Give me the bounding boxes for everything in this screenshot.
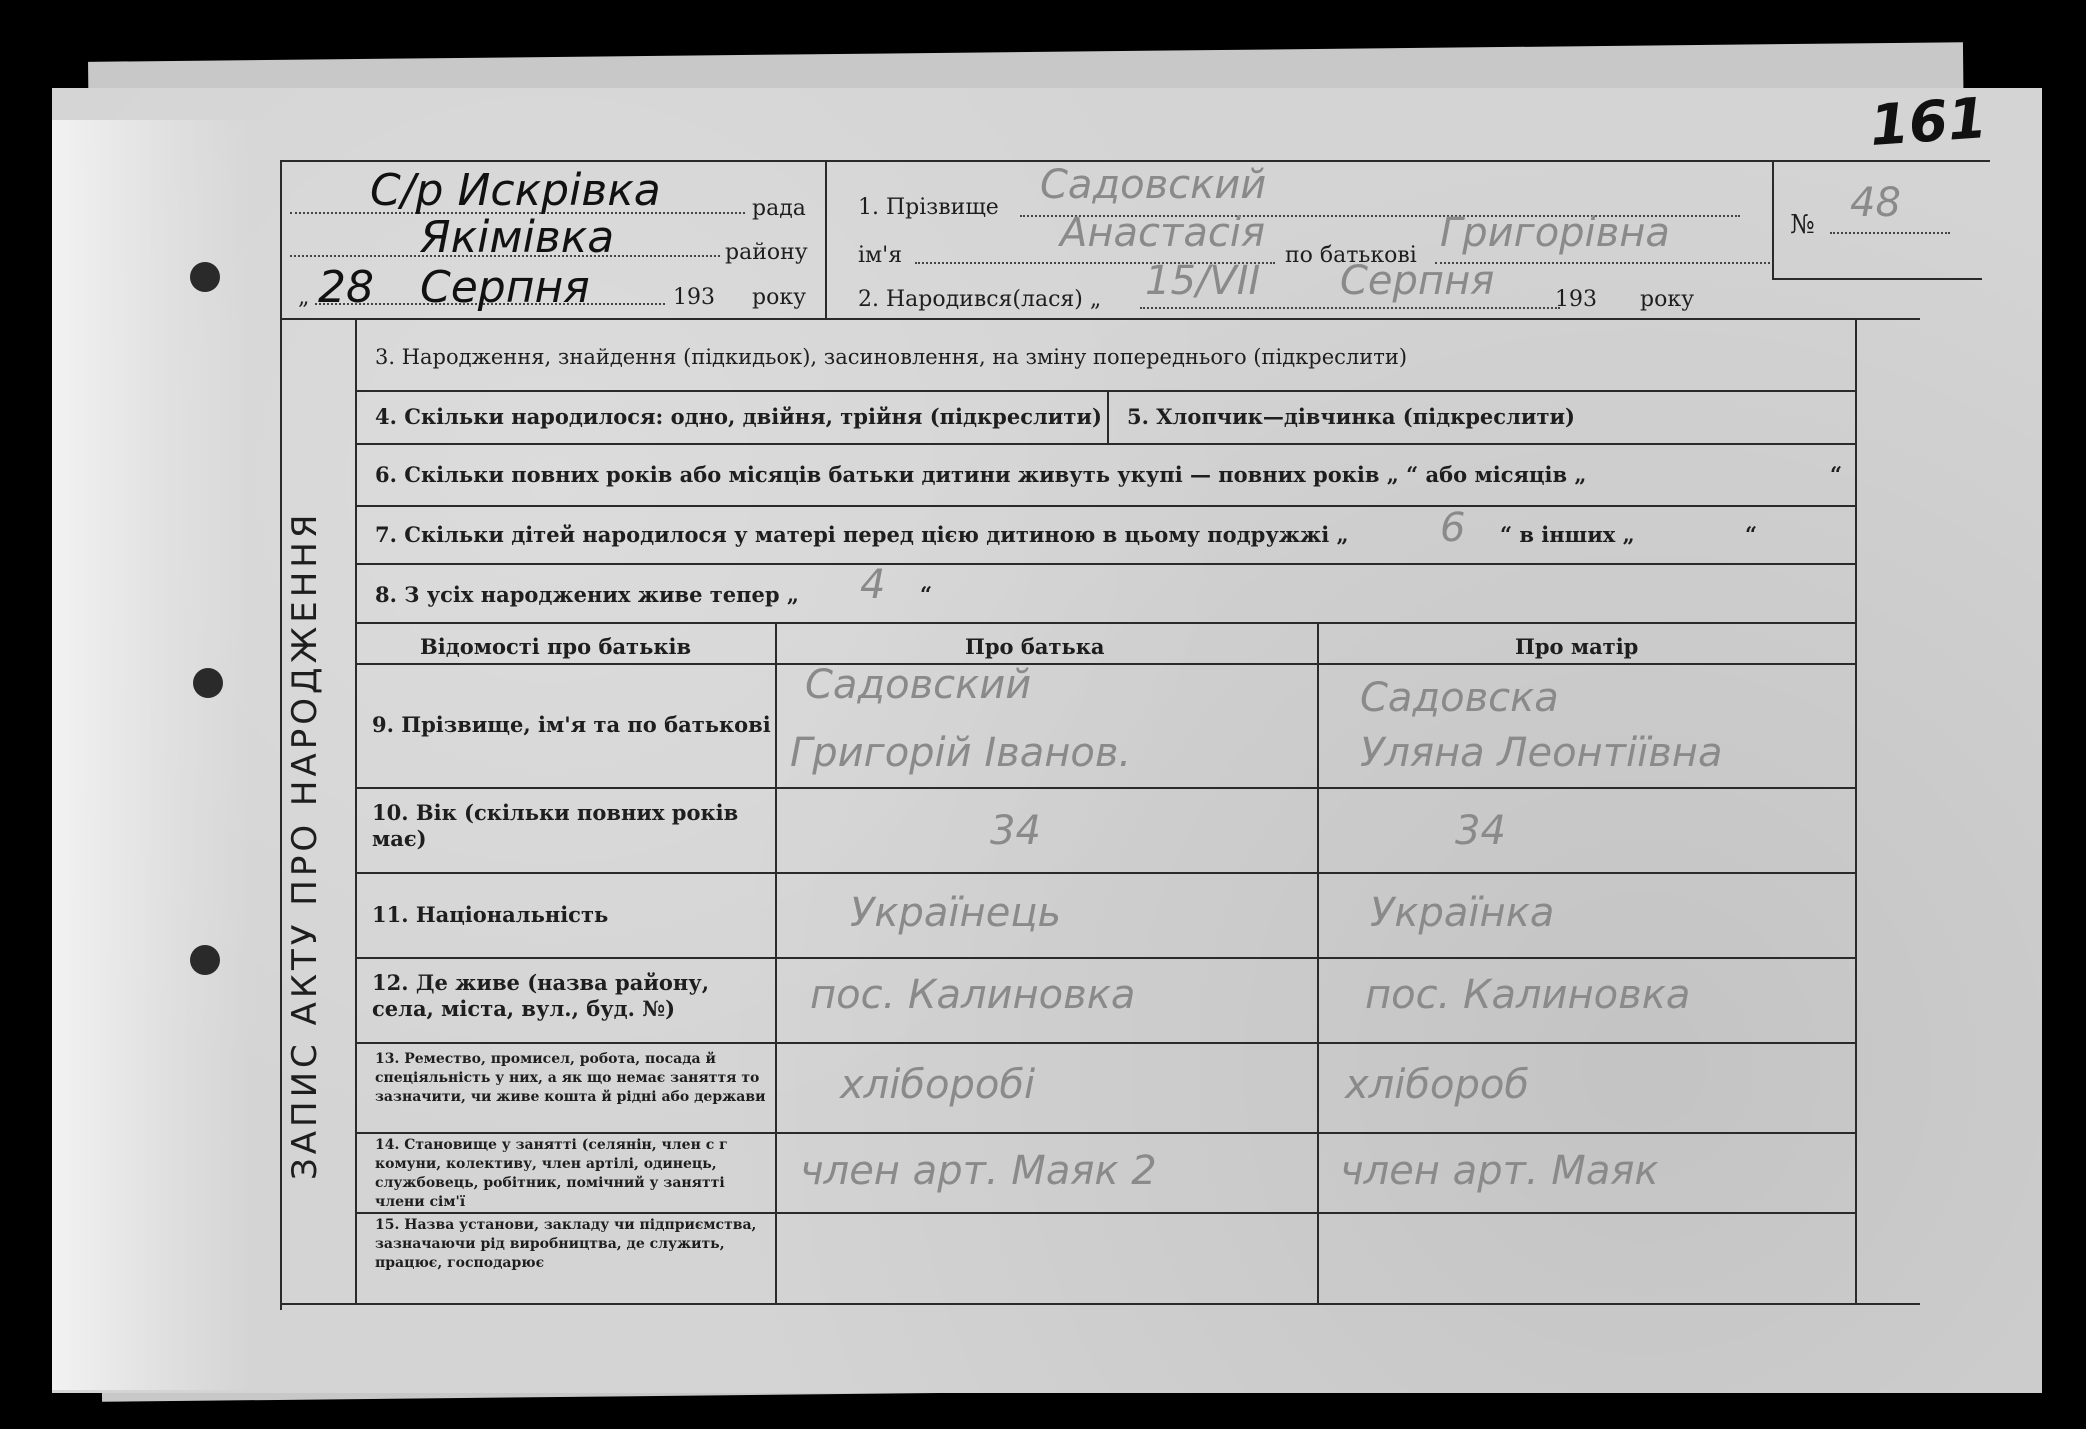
- table-row-line: [355, 1212, 1855, 1214]
- hw-rada: С/р Искрівка: [370, 165, 661, 216]
- hw-day: 28: [318, 262, 374, 313]
- hw-mother-status: член арт. Маяк: [1340, 1148, 1659, 1194]
- col-info-header: Відомості про батьків: [420, 634, 692, 659]
- no-box-bottom: [1772, 278, 1982, 280]
- hw-father-status: член арт. Маяк 2: [800, 1148, 1157, 1194]
- table-col-line: [775, 622, 777, 1303]
- archive-page-number: 161: [1867, 86, 1990, 159]
- row-line: [355, 443, 1855, 445]
- rayonu-label: району: [725, 240, 808, 265]
- row-line: [355, 505, 1855, 507]
- hw-month: Серпня: [420, 262, 590, 313]
- row-11-label: 11. Національність: [372, 902, 609, 927]
- table-row-line: [355, 957, 1855, 959]
- row-3-text: 3. Народження, знайдення (підкидьок), засиновлення, на зміну попереднього (підкреслити): [375, 345, 1408, 369]
- row-9-label: 9. Прізвище, ім'я та по батькові: [372, 712, 771, 737]
- inner-left-line: [355, 318, 357, 1303]
- hw-father-occupation: хліборобі: [840, 1062, 1036, 1108]
- hw-mother-occupation: хлібороб: [1345, 1062, 1530, 1108]
- row-4-text: 4. Скільки народилося: одно, двійня, трійня (підкреслити): [375, 404, 1102, 429]
- table-header-line: [355, 663, 1855, 665]
- name-label: ім'я: [858, 243, 903, 268]
- col-mother-header: Про матір: [1515, 634, 1639, 659]
- roku-label-left: року: [752, 285, 807, 310]
- frame-bottom: [280, 1303, 1920, 1305]
- surname-label: 1. Прізвище: [858, 195, 999, 220]
- row-7-end: “: [1745, 522, 1758, 547]
- rada-label: рада: [752, 196, 806, 221]
- hw-father-name: Григорій Іванов.: [790, 730, 1132, 776]
- row-6-end: “: [1830, 462, 1843, 487]
- row-8-end: “: [920, 582, 933, 607]
- hw-father-residence: пос. Калиновка: [810, 972, 1136, 1018]
- hw-row-8: 4: [860, 562, 886, 608]
- punch-hole: [190, 945, 220, 975]
- header-divider-2: [1772, 160, 1774, 280]
- hw-born-month: Серпня: [1340, 258, 1495, 304]
- born-label: 2. Народився(лася) „: [858, 287, 1102, 312]
- vertical-title: ЗАПИС АКТУ ПРО НАРОДЖЕННЯ: [285, 510, 325, 1180]
- hw-mother-residence: пос. Калиновка: [1365, 972, 1691, 1018]
- no-label: №: [1790, 210, 1815, 240]
- year-prefix-left: 193: [673, 285, 715, 310]
- hw-father-surname: Садовский: [805, 662, 1032, 708]
- hw-born: 15/VII: [1145, 258, 1261, 304]
- row-line: [355, 390, 1855, 392]
- date-quote: „: [298, 285, 310, 310]
- row-13-label: 13. Ремество, промисел, робота, посада й спеціяльність у них, а як що немає заняття то зазначити, чи живе кошта й рідні або держави: [375, 1051, 766, 1105]
- hw-mother-name: Уляна Леонтіївна: [1360, 730, 1723, 776]
- header-divider-1: [825, 160, 827, 318]
- hw-father-nationality: Українець: [850, 890, 1062, 936]
- frame-left: [280, 160, 282, 1310]
- row-15-label: 15. Назва установи, закладу чи підприємства, зазначаючи рід виробництва, де служить, працює, господарює: [375, 1217, 757, 1271]
- hw-mother-nationality: Українка: [1370, 890, 1555, 936]
- inner-right-line: [1855, 318, 1857, 1303]
- hw-patronymic: Григорівна: [1440, 210, 1670, 256]
- row-6-text: 6. Скільки повних років або місяців батьки дитини живуть укупі — повних років „ “ або місяців „: [375, 462, 1587, 487]
- hw-name: Анастасія: [1060, 210, 1265, 256]
- table-row-line: [355, 1042, 1855, 1044]
- hw-no: 48: [1850, 180, 1901, 226]
- row-7-text: 7. Скільки дітей народилося у матері перед цією дитиною в цьому подружжі „: [375, 522, 1349, 547]
- punch-hole: [190, 262, 220, 292]
- patronymic-label: по батькові: [1285, 243, 1417, 268]
- row-5-text: 5. Хлопчик—дівчинка (підкреслити): [1127, 404, 1575, 429]
- punch-hole: [193, 668, 223, 698]
- row-line: [355, 563, 1855, 565]
- hw-rayon: Якімівка: [420, 212, 615, 263]
- col-father-header: Про батька: [965, 634, 1105, 659]
- row45-divider: [1107, 390, 1109, 443]
- table-row-line: [355, 1132, 1855, 1134]
- roku-label-mid: року: [1640, 287, 1695, 312]
- table-col-line: [1317, 622, 1319, 1303]
- year-prefix-mid: 193: [1555, 287, 1597, 312]
- torn-edge: [52, 120, 252, 1390]
- row-line: [355, 622, 1855, 624]
- row-7-mid: “ в інших „: [1500, 522, 1635, 547]
- hw-surname: Садовский: [1040, 162, 1267, 208]
- row-8-text: 8. З усіх народжених живе тепер „: [375, 582, 799, 607]
- row-10-label: 10. Вік (скільки повних років має): [372, 800, 739, 851]
- row-12-label: 12. Де живе (назва району, села, міста, вул., буд. №): [372, 970, 710, 1021]
- hw-father-age: 34: [990, 808, 1041, 854]
- row-14-label: 14. Становище у занятті (селянін, член с г комуни, колективу, член артілі, одинець, службовець, робітник, помічний у занятті члени сім'ї: [375, 1137, 728, 1210]
- hw-mother-age: 34: [1455, 808, 1506, 854]
- table-row-line: [355, 872, 1855, 874]
- hw-row-7: 6: [1440, 505, 1466, 551]
- hw-mother-surname: Садовска: [1360, 675, 1559, 721]
- table-row-line: [355, 787, 1855, 789]
- frame-header-bottom: [280, 318, 1920, 320]
